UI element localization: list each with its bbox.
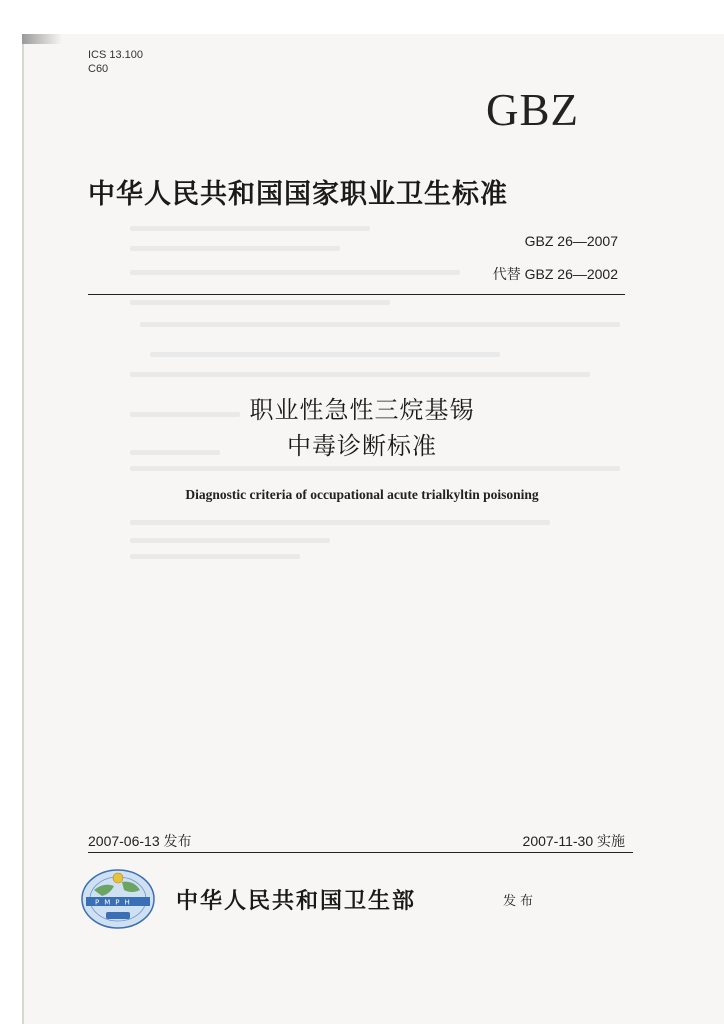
standard-number: GBZ 26—2007 xyxy=(524,233,618,249)
footer-divider xyxy=(88,852,633,853)
chinese-title-line1: 职业性急性三烷基锡 xyxy=(249,396,475,424)
show-through-line xyxy=(150,352,500,357)
scan-shadow xyxy=(22,34,62,44)
publisher-logo xyxy=(80,868,156,930)
replaces-standard: 代替 GBZ 26—2002 xyxy=(492,266,618,282)
show-through-line xyxy=(130,466,620,471)
show-through-line xyxy=(130,226,370,231)
english-title: Diagnostic criteria of occupational acute trialkyltin poisoning xyxy=(185,487,539,502)
show-through-line xyxy=(130,372,590,377)
issue-date: 2007-06-13 发布 xyxy=(88,833,192,849)
ccs-code: C60 xyxy=(88,63,109,75)
show-through-line xyxy=(130,300,390,305)
standard-category: 中华人民共和国国家职业卫生标准 xyxy=(88,179,508,210)
globe-logo-icon xyxy=(80,868,156,930)
publish-label: 发布 xyxy=(503,894,538,909)
implementation-date: 2007-11-30 实施 xyxy=(522,833,625,849)
ics-code: ICS 13.100 xyxy=(88,49,144,61)
svg-text:PMPH: PMPH xyxy=(95,898,135,907)
series-mark: GBZ xyxy=(486,85,579,135)
header-divider xyxy=(88,294,625,295)
show-through-line xyxy=(140,322,620,327)
show-through-line xyxy=(130,246,340,251)
show-through-line xyxy=(130,554,300,559)
chinese-title-line2: 中毒诊断标准 xyxy=(287,432,437,460)
show-through-line xyxy=(130,538,330,543)
issuing-authority: 中华人民共和国卫生部 xyxy=(176,888,417,914)
show-through-line xyxy=(130,270,460,275)
show-through-line xyxy=(130,520,550,525)
classification-codes xyxy=(88,48,143,76)
